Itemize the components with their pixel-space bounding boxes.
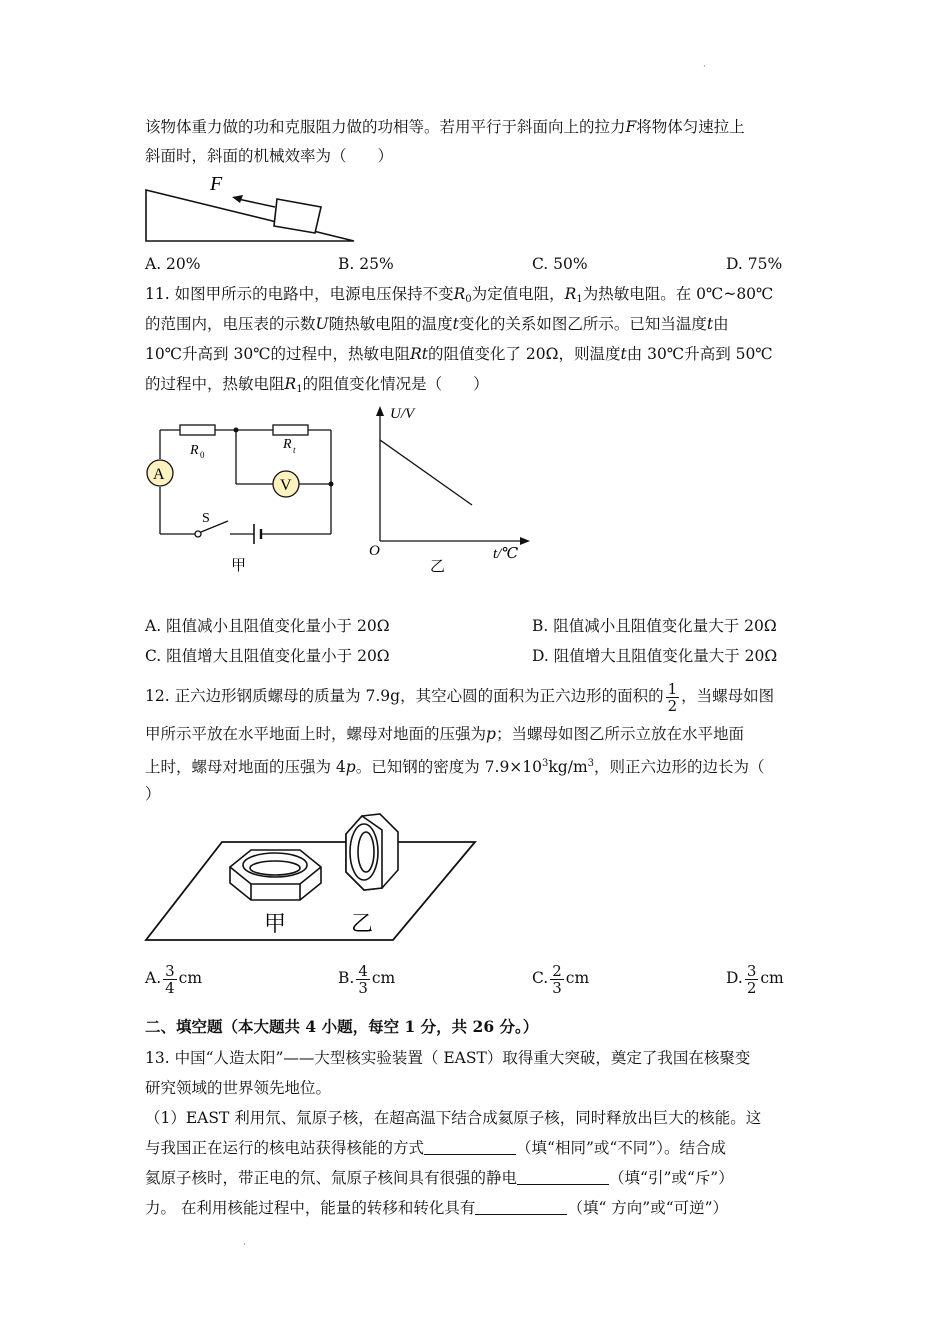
page-mark-top: · — [703, 62, 706, 72]
svg-text:R: R — [283, 437, 292, 452]
incline-triangle — [146, 190, 354, 241]
q11-option-a: A. 阻值减小且阻值变化量小于 20Ω — [145, 617, 390, 635]
force-arrow-head — [232, 195, 243, 203]
q10-option-d: D. 75% — [726, 255, 783, 273]
q11-option-d: D. 阻值增大且阻值变化量大于 20Ω — [532, 647, 778, 665]
page-mark-bottom: · — [243, 1240, 246, 1250]
block — [274, 199, 321, 233]
blank-2[interactable] — [517, 1170, 609, 1185]
q12-option-d: D. $\frac{3}{2}$ cm — [726, 961, 784, 997]
q13-line-6: 力。 在利用核能过程中，能量的转移和转化具有 （填“ 方向”或“可逆”） — [145, 1199, 729, 1217]
svg-text:甲: 甲 — [231, 558, 247, 574]
fraction-half: $\frac{1}{2}$ — [667, 679, 678, 715]
q11-graph-figure — [360, 400, 535, 580]
blank-3[interactable] — [475, 1200, 567, 1215]
q10-line-2: 斜面时，斜面的机械效率为（ ） — [145, 147, 394, 165]
section-2-title: 二、填空题（本大题共 4 小题，每空 1 分，共 26 分。） — [145, 1017, 539, 1036]
q12-option-b: B. $\frac{4}{3}$ cm — [338, 961, 396, 997]
switch-contact — [195, 531, 201, 537]
resistor-r0 — [180, 425, 215, 435]
q10-option-a: A. 20% — [145, 255, 201, 273]
q13-line-4: 与我国正在运行的核电站获得核能的方式 （填“相同”或“不同”）。结合成 — [145, 1139, 726, 1157]
svg-text:0: 0 — [200, 450, 205, 460]
blank-1[interactable] — [424, 1140, 516, 1155]
q10-option-c: C. 50% — [532, 255, 588, 273]
q12-option-c: C. $\frac{2}{3}$ cm — [532, 961, 590, 997]
q13-line-2: 研究领域的世界领先地位。 — [145, 1079, 332, 1097]
q11-option-b: B. 阻值减小且阻值变化量大于 20Ω — [532, 617, 777, 635]
q10-line-1: 该物体重力做的功和克服阻力做的功相等。若用平行于斜面向上的拉力F将物体匀速拉上 — [145, 118, 745, 136]
svg-text:S: S — [202, 511, 210, 526]
q11-line-1: 11. 如图甲所示的电路中，电源电压保持不变$R_0$为定值电阻，$R_1$为热敏电阻。在 0℃~80℃ — [145, 285, 774, 305]
svg-text:甲: 甲 — [264, 911, 287, 936]
q10-option-b: B. 25% — [338, 255, 394, 273]
q11-line-2: 的范围内，电压表的示数U随热敏电阻的温度t变化的关系如图乙所示。已知当温度t由 — [145, 315, 729, 333]
svg-text:R: R — [190, 443, 199, 458]
q12-nut-figure — [140, 810, 485, 945]
q11-line-4: 的过程中，热敏电阻$R_1$的阻值变化情况是（ ） — [145, 375, 489, 395]
q12-line-1: 12. 正六边形钢质螺母的质量为 7.9g，其空心圆的面积为正六边形的面积的 $\frac{1}{2}$ ，当螺母如图 — [145, 679, 775, 715]
y-axis-label: U/V — [390, 406, 415, 422]
q10-incline-figure — [140, 170, 370, 248]
q12-option-a: A. $\frac{3}{4}$ cm — [145, 961, 203, 997]
svg-text:t: t — [293, 445, 296, 455]
q11-circuit-figure — [140, 415, 350, 580]
resistor-rt — [273, 425, 308, 435]
q13-line-1: 13. 中国“人造太阳”——大型核实验装置（ EAST）取得重大突破，奠定了我国在核聚变 — [145, 1049, 751, 1067]
svg-text:A: A — [153, 466, 165, 483]
standing-nut — [346, 814, 398, 890]
x-axis-label: t/℃ — [493, 546, 519, 562]
u-t-line — [380, 440, 472, 505]
q12-line-3: 上时，螺母对地面的压强为 4p。已知钢的密度为 $7.9\times 10^3kg/m^3$，则正六边形的边长为（ — [145, 758, 765, 776]
force-arrow-line — [238, 199, 275, 207]
graph-caption: 乙 — [430, 559, 446, 575]
q12-line-2: 甲所示平放在水平地面上时，螺母对地面的压强为p；当螺母如图乙所示立放在水平地面 — [145, 725, 744, 743]
q11-line-3: 10℃升高到 30℃的过程中，热敏电阻Rt的阻值变化了 20Ω，则温度t由 30℃升高到 50℃ — [145, 345, 773, 363]
q13-line-5: 氦原子核时，带正电的氘、氚原子核间具有很强的静电 （填“引”或“斥”） — [145, 1169, 734, 1187]
flat-nut — [230, 850, 321, 900]
q12-line-4: ） — [145, 785, 161, 803]
q11-option-c: C. 阻值增大且阻值变化量小于 20Ω — [145, 647, 390, 665]
q13-line-3: （1）EAST 利用氘、氚原子核，在超高温下结合成氦原子核，同时释放出巨大的核能。这 — [145, 1109, 762, 1127]
origin-label: O — [369, 543, 380, 559]
svg-text:乙: 乙 — [351, 911, 374, 936]
force-label: F — [210, 173, 223, 195]
svg-text:V: V — [280, 477, 292, 494]
